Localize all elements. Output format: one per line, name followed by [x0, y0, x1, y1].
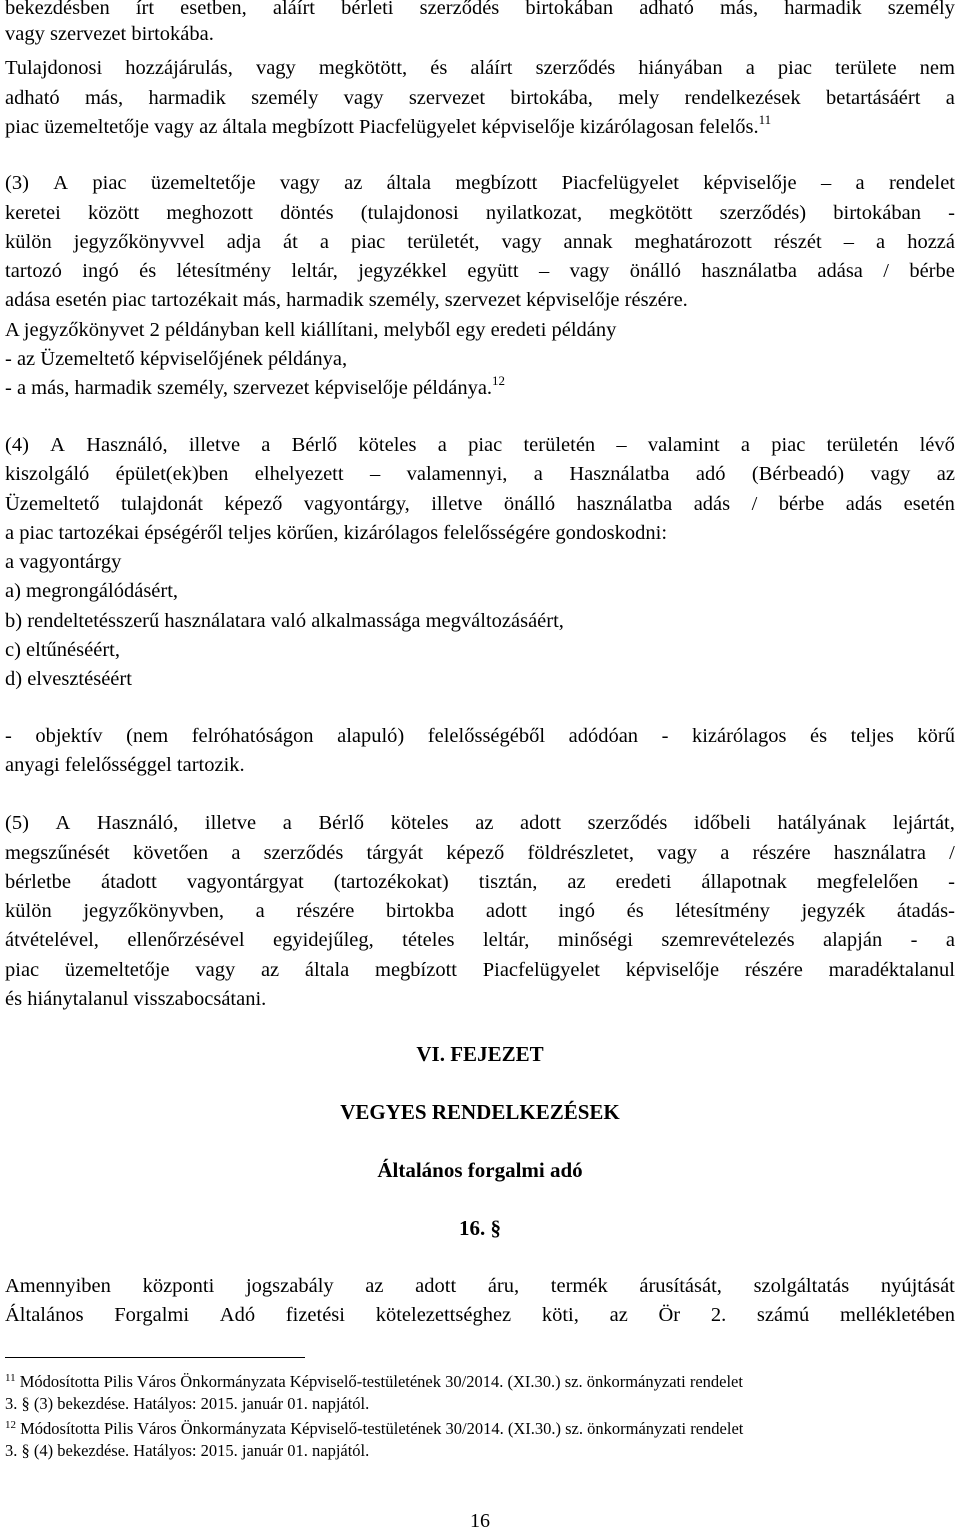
- word: lejártát,: [892, 812, 955, 834]
- word: jegyzőkönyvvel: [73, 231, 205, 253]
- word: adott: [520, 812, 562, 834]
- word: birtokba: [385, 900, 455, 922]
- section-number: 16. §: [459, 1216, 501, 1240]
- word: szerződés: [263, 842, 344, 864]
- footnote-marker: 11: [5, 1372, 16, 1384]
- word: adódóan: [568, 725, 639, 747]
- word: meghozott: [166, 202, 253, 224]
- word: az: [344, 172, 363, 194]
- footnote-ref: 11: [758, 112, 772, 127]
- chapter-title: VEGYES RENDELKEZÉSEK: [340, 1100, 620, 1124]
- word: Adó: [219, 1304, 256, 1326]
- word: Amennyiben: [5, 1275, 111, 1297]
- word: épület(ek)ben: [115, 463, 229, 485]
- text-line: [5, 723, 955, 749]
- word: területén: [826, 434, 899, 456]
- word: Forgalmi: [114, 1304, 190, 1326]
- word: (nem: [126, 725, 169, 747]
- word: között: [87, 202, 140, 224]
- word: Piacfelügyelet: [482, 959, 600, 981]
- word: átvételével,: [5, 929, 99, 951]
- word: nyújtását: [880, 1275, 955, 1297]
- word: részét: [773, 231, 822, 253]
- word: mellékletében: [840, 1304, 955, 1326]
- word: (3): [5, 172, 29, 194]
- word: bérbe: [778, 493, 825, 515]
- word: hiányában: [638, 57, 723, 79]
- word: megkötött,: [318, 57, 408, 79]
- word: képviselője: [703, 172, 797, 194]
- text-span: piac üzemeltetője vagy az általa megbízott Piacfelügyelet képviselője kizárólagosan felelős.: [5, 116, 759, 138]
- text-line: [5, 55, 955, 81]
- word: bérleti: [341, 0, 394, 19]
- word: alapján: [823, 929, 883, 951]
- text-line: b) rendeltetésszerű használatara való alkalmassága megváltozásáért,: [5, 610, 564, 632]
- word: -: [910, 929, 918, 951]
- text-line: - az Üzemeltető képviselőjének példánya,: [5, 348, 348, 370]
- text-line: [5, 229, 955, 255]
- footnote-12-cont: 3. § (4) bekezdése. Hatályos: 2015. január 01. napjától.: [5, 1441, 370, 1460]
- word: keretei: [5, 202, 61, 224]
- word: szerződés: [419, 0, 500, 19]
- chapter-heading: VI. FEJEZET: [416, 1042, 544, 1066]
- word: lévő: [919, 434, 955, 456]
- word: vagy: [279, 172, 320, 194]
- word: -: [948, 871, 955, 893]
- word: felelősségéből: [427, 725, 546, 747]
- word: illetve: [431, 493, 483, 515]
- word: áru,: [487, 1275, 520, 1297]
- word: vagy: [501, 231, 542, 253]
- word: központi: [142, 1275, 215, 1297]
- word: meghatározott: [634, 231, 752, 253]
- word: –: [616, 434, 627, 456]
- word: írt: [135, 0, 155, 19]
- word: képező: [224, 493, 283, 515]
- word: ingó: [82, 260, 119, 282]
- word: –: [843, 231, 854, 253]
- word: jegyzékkel: [358, 260, 447, 282]
- word: vagy: [343, 87, 384, 109]
- word: árusítását,: [639, 1275, 722, 1297]
- word: tételes: [402, 929, 455, 951]
- word: más,: [719, 0, 759, 19]
- text-line: [5, 840, 955, 866]
- word: Használó,: [96, 812, 179, 834]
- word: piac: [468, 434, 503, 456]
- word: (5): [5, 812, 29, 834]
- word: eredeti: [615, 871, 672, 893]
- word: A: [50, 434, 65, 456]
- word: bekezdésben: [5, 0, 110, 19]
- word: és: [809, 725, 828, 747]
- text-line: [5, 85, 955, 111]
- word: adott: [485, 900, 527, 922]
- word: tulajdonát: [120, 493, 203, 515]
- word: földrészletet,: [527, 842, 634, 864]
- footnote-text: Módosította Pilis Város Önkormányzata Képviselő-testületének 30/2014. (XI.30.) sz. önkormányzati rendelet: [19, 1372, 743, 1391]
- word: vagy: [255, 57, 296, 79]
- word: szolgáltatás: [753, 1275, 850, 1297]
- word: –: [369, 463, 381, 485]
- word: általa: [304, 959, 350, 981]
- text-line: [5, 258, 955, 284]
- word: Piacfelügyelet: [561, 172, 679, 194]
- word: leltár,: [482, 929, 530, 951]
- text-line: [5, 375, 955, 403]
- word: illetve: [204, 812, 257, 834]
- word: Bérlő: [291, 434, 338, 456]
- word: /: [883, 260, 889, 282]
- word: kizárólagos: [691, 725, 787, 747]
- footnote-11-cont: 3. § (3) bekezdése. Hatályos: 2015. január 01. napjától.: [5, 1394, 370, 1413]
- footnote-marker: 12: [5, 1419, 16, 1431]
- word: döntés: [280, 202, 334, 224]
- word: rendelet: [888, 172, 955, 194]
- word: adás: [693, 493, 731, 515]
- text-line: c) eltűnéséért,: [5, 639, 120, 661]
- footnote-ref: 12: [492, 373, 506, 388]
- word: adja: [226, 231, 261, 253]
- word: vagyontárgy,: [303, 493, 410, 515]
- word: termék: [550, 1275, 608, 1297]
- word: az: [475, 812, 494, 834]
- word: körű: [917, 725, 955, 747]
- section-title: Általános forgalmi adó: [377, 1158, 583, 1182]
- text-line: [5, 810, 955, 836]
- word: állapotnak: [701, 871, 787, 893]
- word: köteles: [390, 812, 449, 834]
- word: az: [260, 959, 280, 981]
- text-line: és hiánytalanul visszabocsátani.: [5, 988, 267, 1010]
- word: adása: [817, 260, 863, 282]
- word: A: [55, 812, 71, 834]
- word: létesítmény: [176, 260, 272, 282]
- word: vagy: [195, 959, 236, 981]
- word: harmadik: [784, 0, 862, 19]
- word: más,: [84, 87, 124, 109]
- word: köteles: [358, 434, 417, 456]
- word: önálló: [629, 260, 682, 282]
- word: együtt: [467, 260, 519, 282]
- word: Használatba: [569, 463, 670, 485]
- text-line: [5, 461, 955, 487]
- word: az: [365, 1275, 384, 1297]
- word: aláírt: [470, 57, 513, 79]
- word: területét,: [407, 231, 480, 253]
- word: piac: [5, 959, 40, 981]
- text-line: [5, 1273, 955, 1299]
- word: általa: [386, 172, 432, 194]
- word: bérletbe: [5, 871, 72, 893]
- text-line: A jegyzőkönyvet 2 példányban kell kiállítani, melyből egy eredeti példány: [5, 319, 617, 341]
- word: megbízott: [375, 959, 457, 981]
- word: piac: [351, 231, 386, 253]
- word: kiszolgáló: [5, 463, 90, 485]
- word: ingó: [558, 900, 595, 922]
- word: megfelelően: [816, 871, 919, 893]
- word: –: [538, 260, 550, 282]
- word: a: [533, 463, 543, 485]
- word: önálló: [503, 493, 556, 515]
- footnote-11: [5, 1372, 955, 1394]
- word: tartozó: [5, 260, 62, 282]
- word: Általános: [5, 1304, 84, 1326]
- word: vagy: [870, 463, 911, 485]
- word: és: [430, 57, 448, 79]
- word: annak: [563, 231, 613, 253]
- word: külön: [5, 900, 52, 922]
- text-line: [5, 432, 955, 458]
- word: hozzá: [907, 231, 955, 253]
- word: átadott: [101, 871, 157, 893]
- word: a: [745, 57, 755, 79]
- word: leltár,: [291, 260, 338, 282]
- word: jegyzőkönyvben,: [83, 900, 224, 922]
- word: számú: [756, 1304, 810, 1326]
- word: területén: [523, 434, 596, 456]
- word: alapuló): [337, 725, 405, 747]
- word: használatba: [576, 493, 673, 515]
- word: át: [283, 231, 298, 253]
- text-line: d) elvesztéséért: [5, 668, 132, 690]
- word: Ör: [658, 1304, 681, 1326]
- word: részére: [296, 900, 355, 922]
- word: személy: [887, 0, 955, 19]
- text-line: vagy szervezet birtokába.: [5, 23, 214, 45]
- word: jogszabály: [245, 1275, 334, 1297]
- word: 2.: [710, 1304, 727, 1326]
- word: aláírt: [272, 0, 316, 19]
- word: hozzájárulás,: [125, 57, 233, 79]
- word: megbízott: [455, 172, 538, 194]
- word: átadás-: [896, 900, 955, 922]
- word: egyidejűleg,: [272, 929, 374, 951]
- word: a: [231, 842, 241, 864]
- word: a: [945, 87, 955, 109]
- word: /: [949, 842, 955, 864]
- word: (4): [5, 434, 29, 456]
- word: részére: [744, 959, 803, 981]
- word: megkötött: [609, 202, 693, 224]
- word: adott: [415, 1275, 457, 1297]
- text-line: a) megrongálódásért,: [5, 580, 179, 602]
- text-line: a vagyontárgy: [5, 551, 122, 573]
- word: vagyontárgyat: [186, 871, 304, 893]
- word: rendelkezések: [684, 87, 801, 109]
- word: az: [567, 871, 586, 893]
- word: szerződés): [719, 202, 807, 224]
- word: az: [609, 1304, 628, 1326]
- word: teljes: [850, 725, 894, 747]
- word: –: [820, 172, 832, 194]
- word: használatba: [701, 260, 798, 282]
- word: a: [282, 812, 292, 834]
- word: A: [53, 172, 69, 194]
- word: (tulajdonosi: [360, 202, 459, 224]
- word: adható: [639, 0, 694, 19]
- footnote-text: Módosította Pilis Város Önkormányzata Képviselő-testületének 30/2014. (XI.30.) sz. önkormányzati rendelet: [20, 1419, 744, 1438]
- word: a: [437, 434, 447, 456]
- word: üzemeltetője: [64, 959, 170, 981]
- word: szerződés: [535, 57, 616, 79]
- word: képviselője: [625, 959, 720, 981]
- word: és: [626, 900, 644, 922]
- word: piac: [771, 434, 806, 456]
- word: szemrevételezés: [661, 929, 795, 951]
- text-line: adása esetén piac tartozékait más, harmadik személy, szervezet képviselője részére.: [5, 289, 688, 311]
- text-line: [5, 957, 955, 983]
- text-line: [5, 927, 955, 953]
- word: hatályának: [777, 812, 867, 834]
- word: bérbe: [909, 260, 955, 282]
- text-span: - a más, harmadik személy, szervezet képviselője példánya.: [5, 377, 493, 399]
- word: (Bérbeadó): [751, 463, 845, 485]
- word: birtokában: [833, 202, 921, 224]
- word: birtokában: [525, 0, 614, 19]
- footnote-separator: [5, 1357, 305, 1358]
- word: -: [948, 202, 955, 224]
- word: a: [720, 842, 730, 864]
- word: Üzemeltető: [5, 493, 100, 515]
- word: minőségi: [557, 929, 633, 951]
- word: a: [855, 172, 865, 194]
- word: használatra: [833, 842, 926, 864]
- word: elhelyezett: [254, 463, 344, 485]
- word: esetben,: [180, 0, 247, 19]
- word: megszűnését: [5, 842, 110, 864]
- word: piac: [777, 57, 813, 79]
- word: részére: [752, 842, 811, 864]
- word: és: [139, 260, 157, 282]
- word: valamennyi,: [406, 463, 508, 485]
- word: vagy: [657, 842, 698, 864]
- text-line: [5, 114, 955, 142]
- footnote-12: [5, 1419, 955, 1441]
- word: Tulajdonosi: [5, 57, 103, 79]
- word: tárgyát: [366, 842, 424, 864]
- text-line: a piac tartozékai épségéről teljes körűen, kizárólagos felelősségére gondoskodni:: [5, 522, 668, 544]
- word: objektív: [35, 725, 103, 747]
- word: valamint: [647, 434, 720, 456]
- word: Használó,: [86, 434, 168, 456]
- word: adó: [695, 463, 726, 485]
- word: üzemeltetője: [150, 172, 256, 194]
- word: /: [751, 493, 758, 515]
- word: Bérlő: [318, 812, 364, 834]
- word: területe: [835, 57, 897, 79]
- word: képező: [446, 842, 505, 864]
- word: ellenőrzésével: [127, 929, 245, 951]
- word: piac: [92, 172, 127, 194]
- word: tisztán,: [478, 871, 538, 893]
- word: maradéktalanul: [828, 959, 955, 981]
- word: kötelezettséghez: [375, 1304, 512, 1326]
- text-line: [5, 898, 955, 924]
- word: szerződés: [587, 812, 668, 834]
- word: fizetési: [285, 1304, 345, 1326]
- word: nyilatkozat,: [485, 202, 583, 224]
- word: felróhatóságon: [191, 725, 314, 747]
- word: -: [661, 725, 669, 747]
- word: nem: [919, 57, 955, 79]
- word: betartásáért: [825, 87, 921, 109]
- word: személy: [251, 87, 319, 109]
- word: köti,: [541, 1304, 579, 1326]
- word: a: [740, 434, 750, 456]
- word: a: [319, 231, 329, 253]
- word: illetve: [188, 434, 241, 456]
- text-line: [5, 170, 955, 196]
- word: időbeli: [693, 812, 751, 834]
- word: -: [5, 725, 12, 747]
- word: vagy: [569, 260, 610, 282]
- word: adható: [5, 87, 60, 109]
- word: a: [876, 231, 886, 253]
- text-line: [5, 1302, 955, 1328]
- word: (tartozékokat): [333, 871, 449, 893]
- word: külön: [5, 231, 52, 253]
- word: harmadik: [148, 87, 226, 109]
- word: a: [261, 434, 271, 456]
- word: birtokába,: [510, 87, 593, 109]
- word: az: [936, 463, 955, 485]
- text-line: anyagi felelősséggel tartozik.: [5, 754, 245, 776]
- word: a: [255, 900, 265, 922]
- word: szervezet: [408, 87, 486, 109]
- word: létesítmény: [675, 900, 770, 922]
- text-line: [5, 491, 955, 517]
- text-line: [5, 200, 955, 226]
- word: a: [945, 929, 955, 951]
- text-line: [5, 869, 955, 895]
- word: adás: [845, 493, 883, 515]
- text-line: [5, 0, 955, 21]
- word: mely: [618, 87, 660, 109]
- page-number: 16: [470, 1510, 490, 1532]
- word: követően: [132, 842, 209, 864]
- word: jegyzék: [801, 900, 866, 922]
- word: esetén: [903, 493, 955, 515]
